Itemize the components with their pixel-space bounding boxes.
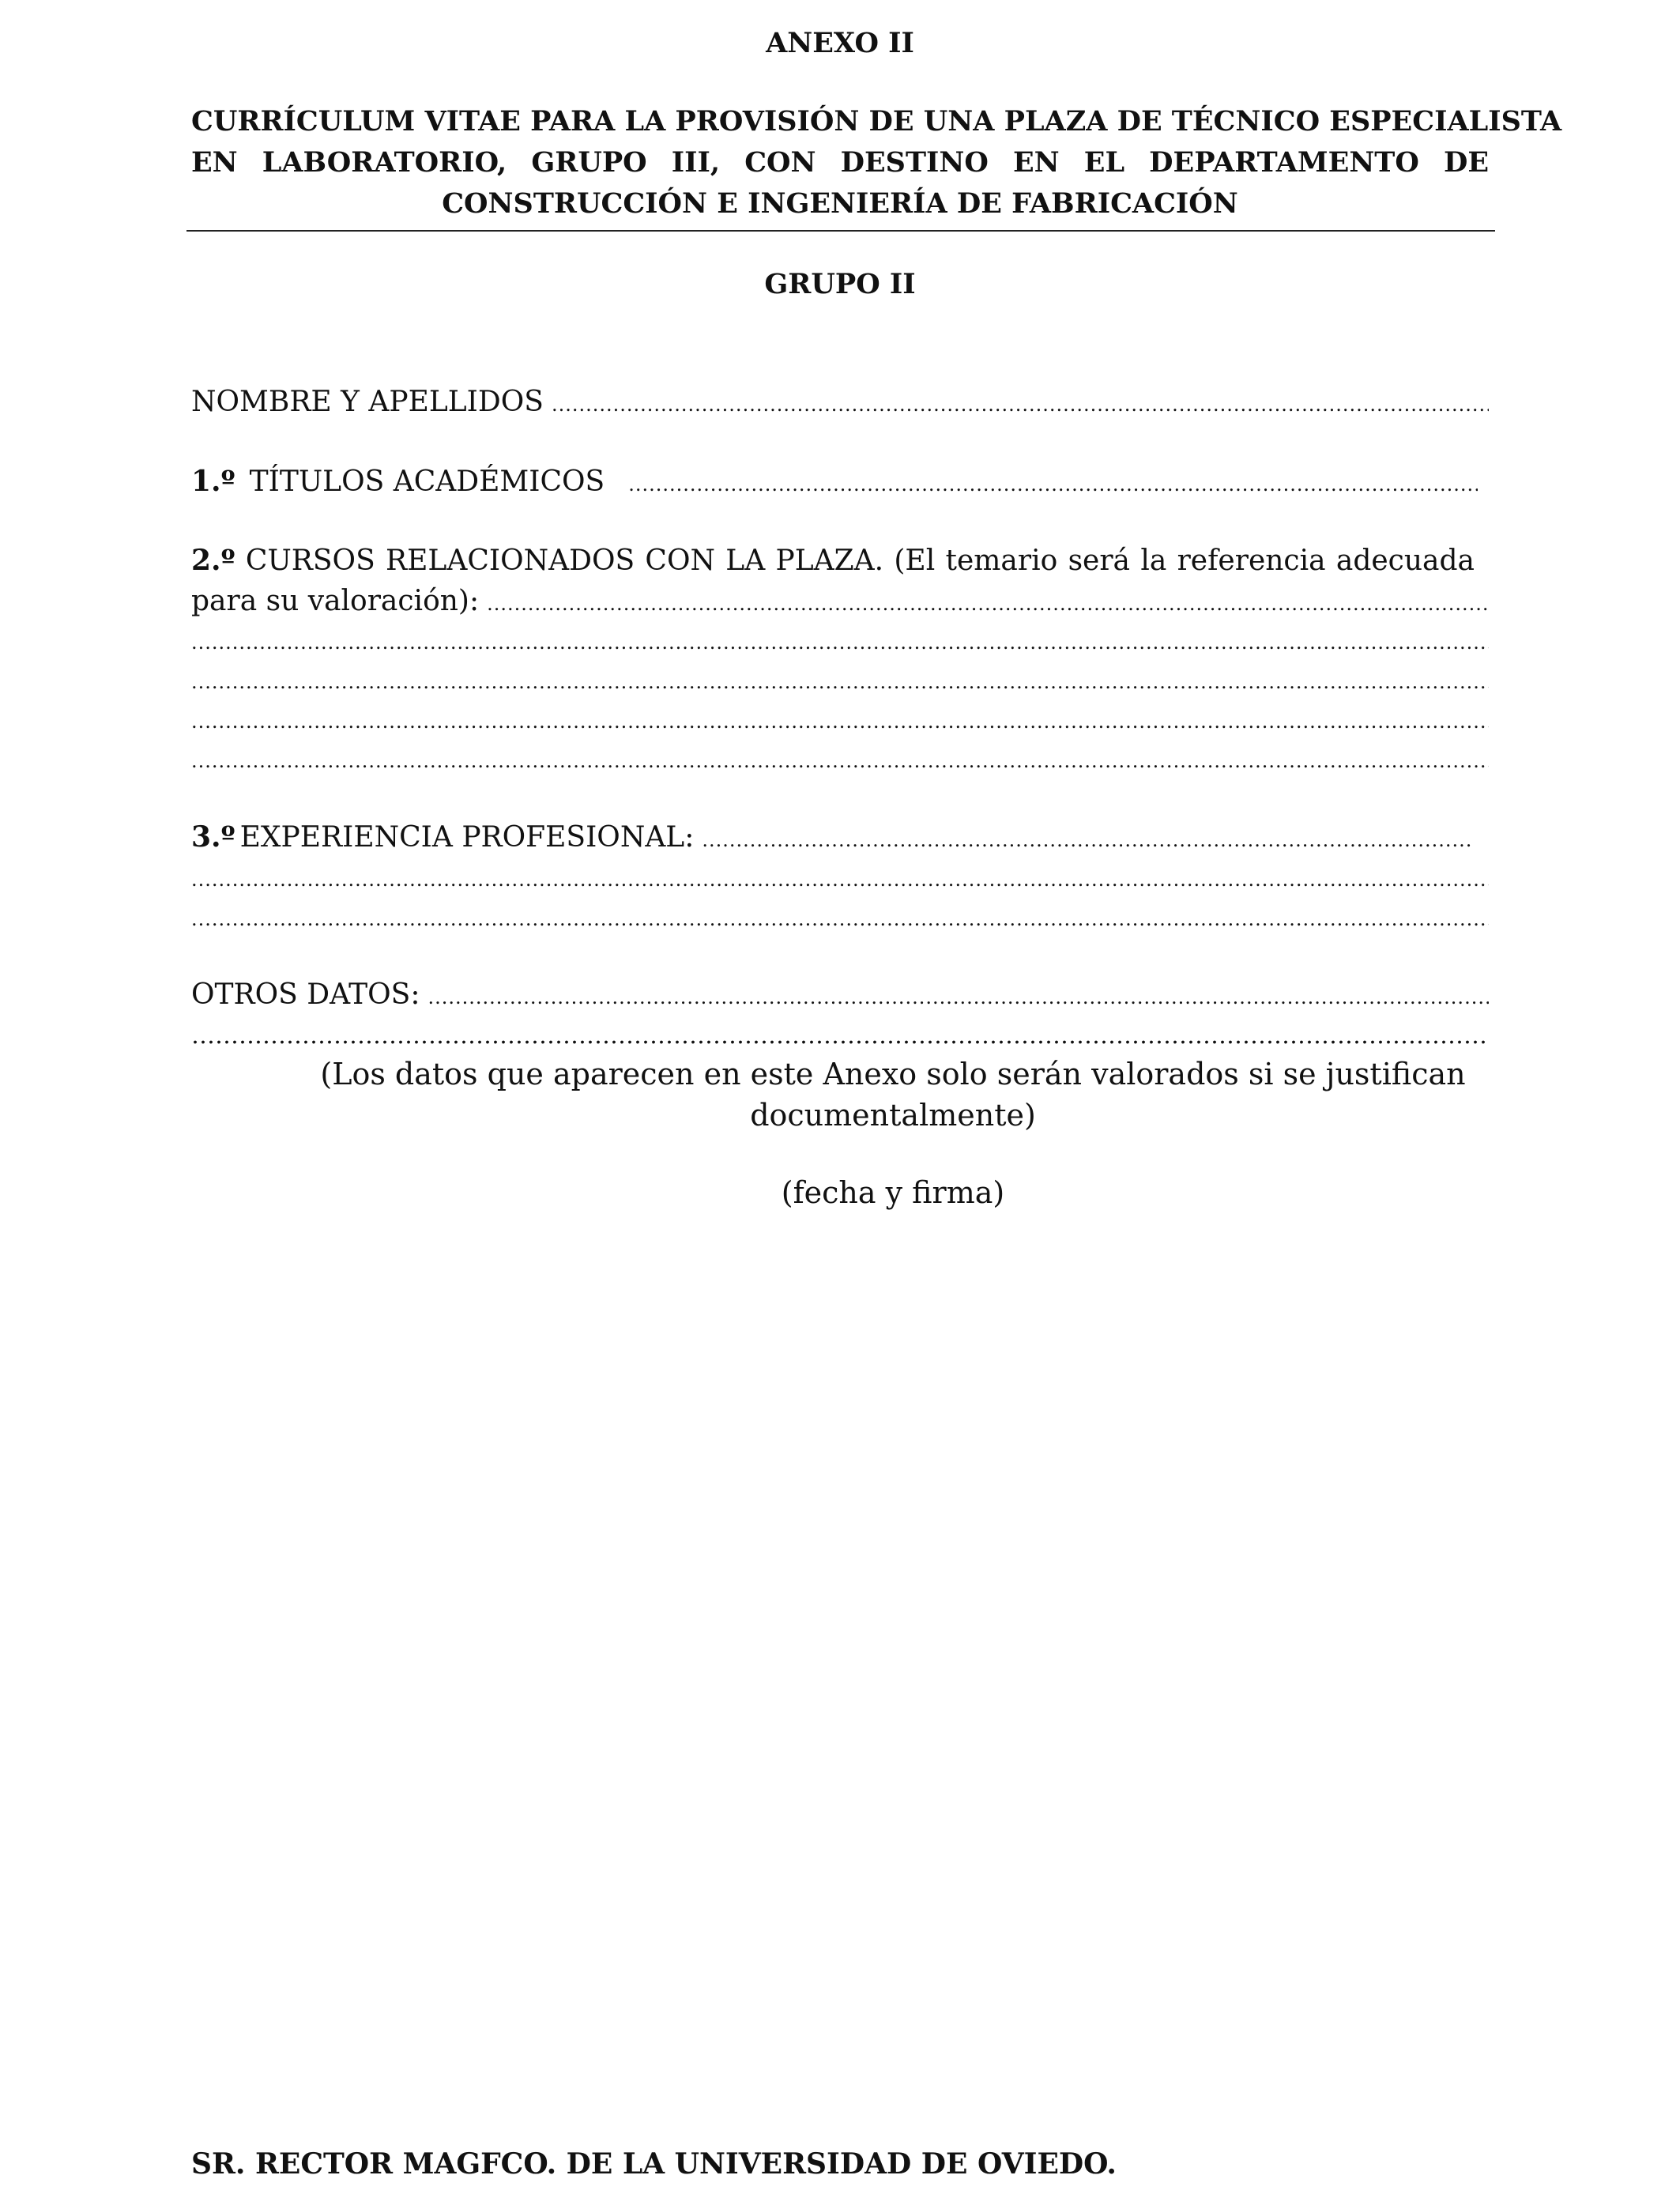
other-data-fill-line-2[interactable] [191, 1016, 1489, 1056]
experience-fill-line-3[interactable] [191, 899, 1489, 939]
title-divider [186, 230, 1495, 232]
courses-field[interactable] [191, 582, 1489, 624]
cv-title-line-2: EN LABORATORIO, GRUPO III, CON DESTINO EN EL DEPARTAMENTO DE [191, 146, 1489, 179]
courses-fill-line-2[interactable] [191, 623, 1489, 662]
group-label: GRUPO II [764, 268, 916, 300]
courses-fill-line-3[interactable] [191, 662, 1489, 702]
courses-fill-line-4[interactable] [191, 702, 1489, 741]
courses-number: 2.º [191, 544, 235, 577]
cv-title [191, 101, 1562, 224]
other-data-label: OTROS DATOS: [191, 978, 420, 1011]
courses-label-line-2: para su valoración): [191, 585, 480, 617]
experience-number: 3.º [191, 820, 235, 854]
annex-title: ANEXO II [766, 27, 914, 59]
addressee: SR. RECTOR MAGFCO. DE LA UNIVERSIDAD DE OVIEDO. [191, 2147, 1117, 2181]
justification-note-line-2: documentalmente) [750, 1098, 1036, 1133]
cv-title-line-1: CURRÍCULUM VITAE PARA LA PROVISIÓN DE UNA PLAZA DE TÉCNICO ESPECIALISTA [191, 105, 1562, 138]
other-data-fill-line-1[interactable] [428, 978, 1489, 1017]
signature-note: (fecha y firma) [781, 1175, 1005, 1210]
cv-title-line-3: CONSTRUCCIÓN E INGENIERÍA DE FABRICACIÓN [442, 187, 1238, 220]
academic-titles-fill-line[interactable] [628, 465, 1478, 504]
experience-fill-line-1[interactable] [702, 820, 1471, 860]
justification-note [284, 1054, 1501, 1136]
courses-label-line-1 [191, 540, 1475, 582]
experience-field[interactable] [191, 817, 1471, 860]
academic-titles-field[interactable] [191, 462, 1478, 504]
courses-fill-line-1[interactable] [487, 584, 1489, 624]
academic-titles-number: 1.º [191, 465, 235, 498]
name-label: NOMBRE Y APELLIDOS [191, 386, 544, 418]
courses-label: CURSOS RELACIONADOS CON LA PLAZA. (El temario será la referencia adecuada [245, 545, 1475, 577]
experience-fill-line-2[interactable] [191, 860, 1489, 899]
justification-note-line-1: (Los datos que aparecen en este Anexo solo serán valorados si se justifican [320, 1057, 1466, 1091]
other-data-field[interactable] [191, 975, 1489, 1017]
experience-label: EXPERIENCIA PROFESIONAL: [239, 821, 695, 854]
academic-titles-label: TÍTULOS ACADÉMICOS [249, 466, 605, 498]
name-field[interactable] [191, 383, 1489, 424]
courses-fill-line-5[interactable] [191, 741, 1489, 781]
name-fill-line[interactable] [552, 385, 1489, 424]
